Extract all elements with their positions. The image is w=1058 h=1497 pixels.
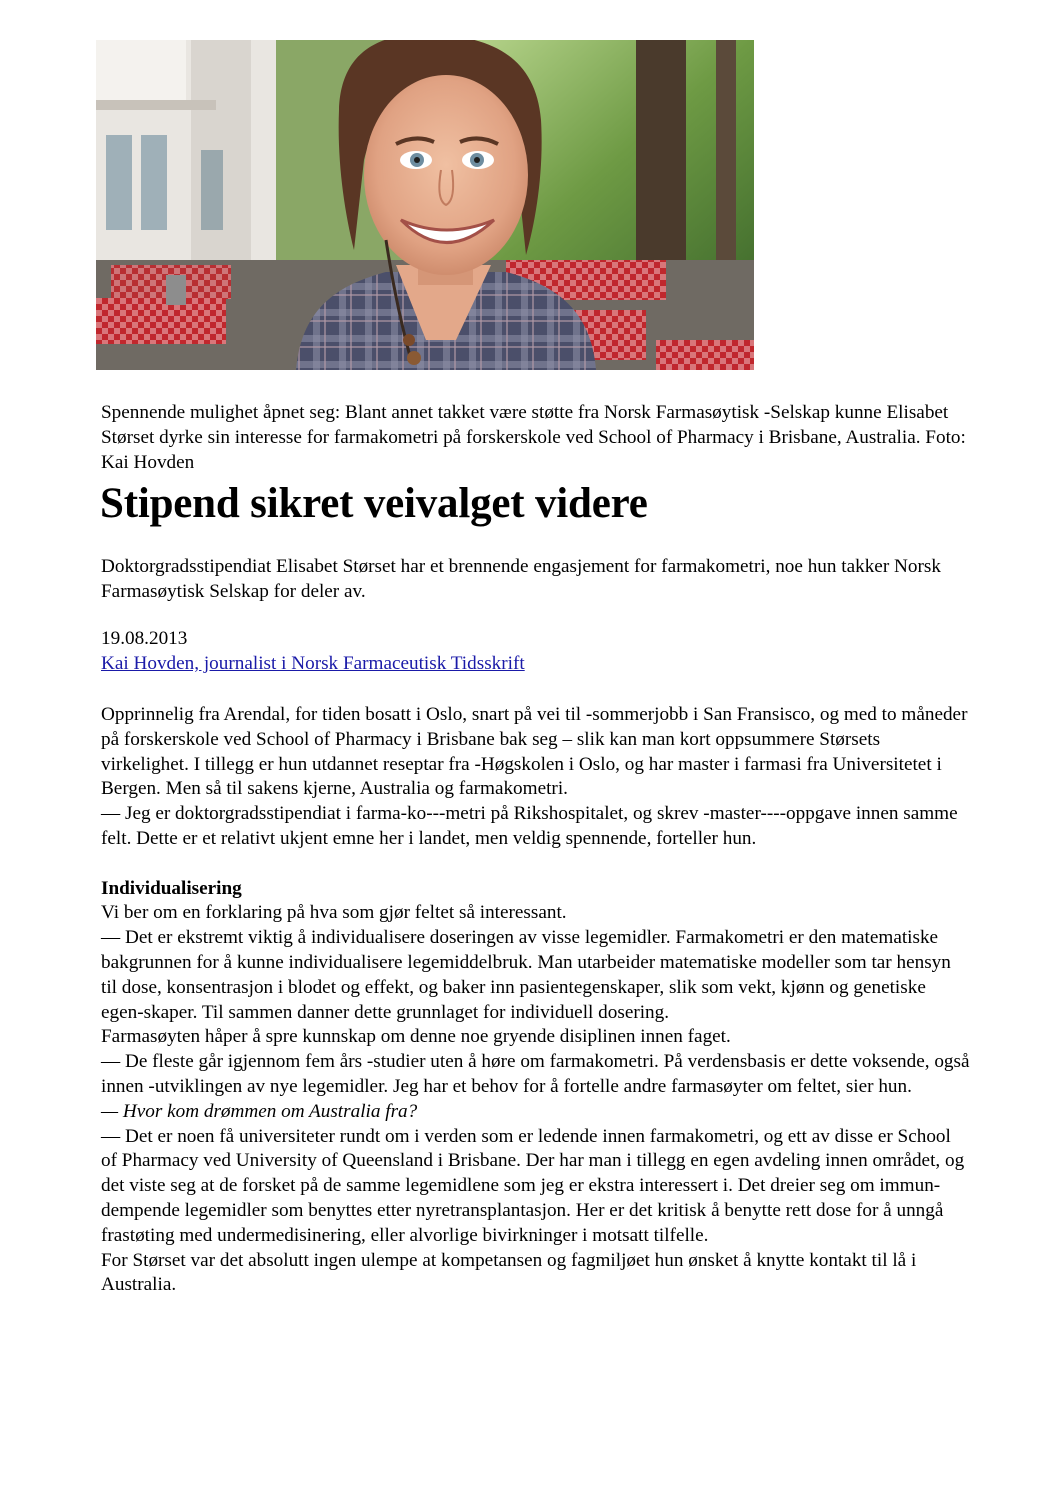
quote-paragraph: — Det er ekstremt viktig å individualisere doseringen av visse legemidler. Farmakometri er den matematiske bakgrunnen for å kunne individualisere legemiddelbruk. Man utarbeider matematiske modeller som tar hensyn til dose, konsentrasjon i blodet og effekt, og baker inn pasientegenskaper, slik som vekt, kjønn og genetiske egen-skaper. Til sammen danner dette grunnlaget for individuell dosering. bbox=[101, 927, 951, 1023]
quote-paragraph: — De fleste går igjennom fem års -studier uten å høre om farmakometri. På verdensbasis er dette voksende, også innen -utviklingen av nye legemidler. Jeg har et behov for å fortelle andre farmasøyter om feltet, sier hun. bbox=[101, 1051, 970, 1097]
photo-caption: Spennende mulighet åpnet seg: Blant annet takket være støtte fra Norsk Farmasøytisk -Selskap kunne Elisabet Størset dyrke sin interesse for farmakometri på forskerskole ved School of Pharmacy i Brisbane, Australia. Foto: Kai Hovden bbox=[101, 402, 966, 473]
article-photo bbox=[96, 40, 754, 370]
quote-paragraph: — Det er noen få universiteter rundt om i verden som er ledende innen farmakometri, og ett av disse er School of Pharmacy ved University of Queensland i Brisbane. Der har man i tillegg en egen avdeling innen området, og det viste seg at de forsket på de samme legemidlene som jeg er ekstra interessert i. Det dreier seg om immun-dempende legemidler som benyttes etter nyretransplantasjon. Her er det kritisk å benytte rett dose for å unngå frastøting med undermedisinering, eller alvorlige bivirkninger i motsatt tilfelle. bbox=[101, 1125, 965, 1246]
subheading: Individualisering bbox=[101, 877, 242, 899]
paragraph: For Størset var det absolutt ingen ulempe at kompetansen og fagmiljøet hun ønsket å knytte kontakt til lå i Australia. bbox=[101, 1249, 917, 1296]
paragraph: Vi ber om en forklaring på hva som gjør feltet så interessant. bbox=[101, 902, 567, 924]
interview-question: — Hvor kom drømmen om Australia fra? bbox=[101, 1100, 418, 1122]
lead-paragraph: Doktorgradsstipendiat Elisabet Størset har et brennende engasjement for farmakometri, noe hun takker Norsk Farmasøytisk Selskap for deler av. bbox=[101, 556, 941, 602]
quote-paragraph: — Jeg er doktorgradsstipendiat i farma-ko---metri på Rikshospitalet, og skrev -master----oppgave innen samme felt. Dette er et relativt ukjent emne her i landet, men veldig spennende, forteller hun. bbox=[101, 803, 958, 849]
publish-date: 19.08.2013 bbox=[101, 628, 188, 649]
byline bbox=[101, 652, 971, 677]
paragraph: Farmasøyten håper å spre kunnskap om denne noe gryende disiplinen innen faget. bbox=[101, 1026, 731, 1048]
author-link[interactable]: Kai Hovden, journalist i Norsk Farmaceutisk Tidsskrift bbox=[101, 653, 525, 674]
headline: Stipend sikret veivalget videre bbox=[100, 480, 648, 527]
paragraph: Opprinnelig fra Arendal, for tiden bosatt i Oslo, snart på vei til -sommerjobb i San Fransisco, og med to måneder på forskerskole ved School of Pharmacy i Brisbane bak seg – slik kan man kort oppsummere Størsets virkelighet. I tillegg er hun utdannet reseptar fra -Høgskolen i Oslo, og har master i farmasi fra Universitetet i Bergen. Men så til sakens kjerne, Australia og farmakometri. bbox=[101, 704, 968, 800]
article-body bbox=[101, 703, 971, 1298]
